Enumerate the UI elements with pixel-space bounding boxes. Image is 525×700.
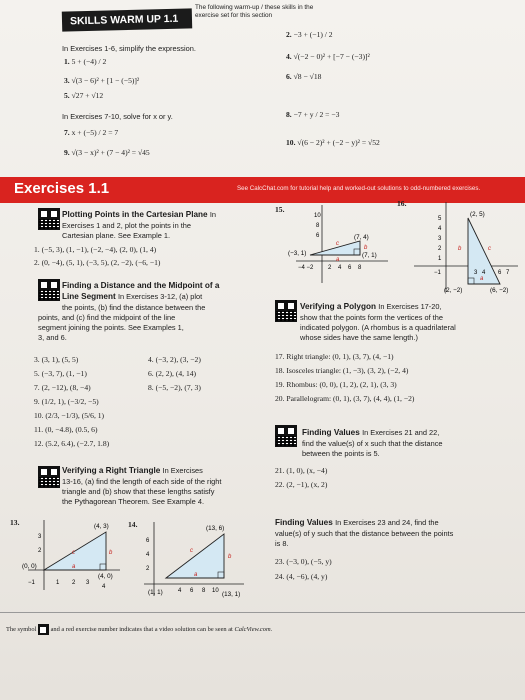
- exercise-20: 20. Parallelogram: (0, 1), (3, 7), (4, 4), (1, −2): [275, 394, 415, 403]
- warmup-item-8: 8. −7 + y / 2 = −3: [286, 110, 340, 119]
- svg-text:2: 2: [438, 246, 442, 252]
- svg-text:6: 6: [146, 538, 150, 544]
- video-qr-icon: [38, 624, 49, 635]
- warmup-item-2: 2. −3 + (−1) / 2: [286, 30, 333, 39]
- plotting-desc-3: Cartesian plane. See Example 1.: [62, 231, 171, 240]
- svg-text:a: a: [72, 564, 76, 570]
- plotting-desc-2: Exercises 1 and 2, plot the points in the: [62, 221, 192, 230]
- svg-text:(2, 5): (2, 5): [470, 211, 485, 218]
- exercise-17: 17. Right triangle: (0, 1), (3, 7), (4, −1): [275, 352, 394, 361]
- exercise-12: 12. (5.2, 6.4), (−2.7, 1.8): [34, 439, 110, 448]
- svg-text:8: 8: [316, 223, 320, 229]
- exercise-19: 19. Rhombus: (0, 0), (1, 2), (2, 1), (3, 3): [275, 380, 397, 389]
- right-triangle-desc-2: 13-16, (a) find the length of each side of the right: [62, 477, 222, 486]
- exercise-6: 6. (2, 2), (4, 14): [148, 369, 197, 378]
- svg-text:10: 10: [212, 588, 219, 594]
- graph-14-number: 14.: [128, 520, 138, 529]
- skills-warmup-title: [62, 8, 192, 31]
- svg-text:2: 2: [146, 566, 150, 572]
- graph-16-number: 16.: [397, 199, 407, 208]
- exercise-8: 8. (−5, −2), (7, 3): [148, 383, 201, 392]
- warmup-item-7: 7. x + (−5) / 2 = 7: [64, 128, 119, 137]
- warmup-item-3: 3. √(3 − 6)² + [1 − (−5)]²: [64, 76, 140, 85]
- graph-15: [288, 203, 392, 293]
- graph-13-pt-a: (4, 3): [94, 523, 109, 530]
- footer-note: The symbol and a red exercise number indicates that a video solution can be seen at CalcView.com.: [6, 624, 272, 635]
- svg-text:8: 8: [358, 265, 362, 271]
- svg-text:4: 4: [482, 270, 486, 276]
- exercise-3: 3. (3, 1), (5, 5): [34, 355, 79, 364]
- exercise-22: 22. (2, −1), (x, 2): [275, 480, 328, 489]
- svg-text:c: c: [488, 246, 491, 252]
- svg-text:6: 6: [348, 265, 352, 271]
- right-triangle-desc-3: triangle and (b) show that these lengths satisfy: [62, 487, 215, 496]
- svg-text:b: b: [458, 246, 462, 252]
- qr-code-icon[interactable]: [38, 208, 60, 230]
- svg-text:(7, 1): (7, 1): [362, 252, 377, 259]
- svg-text:4: 4: [338, 265, 342, 271]
- distance-header-2: Line Segment In Exercises 3-12, (a) plot: [62, 292, 203, 301]
- exercise-23: 23. (−3, 0), (−5, y): [275, 557, 332, 566]
- exercise-18: 18. Isosceles triangle: (1, −3), (3, 2), (−2, 4): [275, 366, 409, 375]
- svg-text:a: a: [336, 257, 340, 263]
- svg-text:(13, 1): (13, 1): [222, 591, 241, 598]
- plotting-header: Plotting Points in the Cartesian Plane In: [62, 210, 217, 219]
- polygon-desc-4: whose sides have the same length.): [300, 333, 418, 342]
- exercise-7: 7. (2, −12), (8, −4): [34, 383, 91, 392]
- svg-text:10: 10: [314, 213, 321, 219]
- svg-text:−1: −1: [434, 270, 441, 276]
- svg-text:b: b: [364, 245, 368, 251]
- svg-text:1: 1: [56, 580, 60, 586]
- values-x-desc-2: find the value(s) of x such that the distance: [302, 439, 443, 448]
- svg-text:2: 2: [72, 580, 76, 586]
- right-triangle-desc-4: the Pythagorean Theorem. See Example 4.: [62, 497, 205, 506]
- exercise-1: 1. (−5, 3), (1, −1), (−2, −4), (2, 0), (1, 4): [34, 245, 157, 254]
- svg-text:−4 −2: −4 −2: [298, 265, 314, 271]
- warmup-title-text: SKILLS WARM UP 1.1: [69, 12, 179, 28]
- warmup-item-1: 1. 5 + (−4) / 2: [64, 57, 107, 66]
- svg-text:2: 2: [38, 548, 42, 554]
- right-triangle-header: Verifying a Right Triangle In Exercises: [62, 466, 203, 475]
- warmup-item-9: 9. √(3 − x)² + (7 − 4)² = √45: [64, 148, 150, 157]
- svg-text:6: 6: [190, 588, 194, 594]
- svg-text:a: a: [194, 572, 198, 578]
- distance-desc-2: the points, (b) find the distance between the: [62, 303, 206, 312]
- values-y-desc-3: is 8.: [275, 539, 289, 548]
- distance-header: Finding a Distance and the Midpoint of a: [62, 281, 220, 290]
- polygon-desc-2: show that the points form the vertices of the: [300, 313, 443, 322]
- exercise-5: 5. (−3, 7), (1, −1): [34, 369, 87, 378]
- exercise-4: 4. (−3, 2), (3, −2): [148, 355, 201, 364]
- graph-14: [140, 520, 250, 602]
- warmup-item-6: 6. √8 − √18: [286, 72, 322, 81]
- svg-text:4: 4: [178, 588, 182, 594]
- svg-text:−1: −1: [28, 580, 35, 586]
- svg-text:3: 3: [38, 534, 42, 540]
- exercise-21: 21. (1, 0), (x, −4): [275, 466, 328, 475]
- footer-divider: [0, 612, 525, 613]
- distance-desc-5: 3, and 6.: [38, 333, 67, 342]
- svg-text:5: 5: [438, 216, 442, 222]
- graph-13-number: 13.: [10, 518, 20, 527]
- svg-text:b: b: [228, 554, 232, 560]
- svg-text:4: 4: [146, 552, 150, 558]
- svg-text:c: c: [190, 548, 193, 554]
- svg-text:3: 3: [474, 270, 478, 276]
- svg-text:6: 6: [316, 233, 320, 239]
- qr-code-icon[interactable]: [38, 279, 60, 301]
- graph-15-number: 15.: [275, 205, 285, 214]
- svg-text:c: c: [336, 241, 339, 247]
- svg-text:a: a: [480, 276, 484, 282]
- svg-text:8: 8: [202, 588, 206, 594]
- warmup-item-5: 5. √27 + √12: [64, 91, 104, 100]
- warmup-note: The following warm-up / these skills in the exercise set for this section: [195, 4, 314, 19]
- qr-code-icon[interactable]: [275, 300, 297, 322]
- svg-text:(13, 6): (13, 6): [206, 525, 225, 532]
- svg-text:(−3, 1): (−3, 1): [288, 250, 307, 257]
- svg-text:b: b: [109, 550, 113, 556]
- graph-13: [24, 518, 124, 598]
- svg-text:(2, −2): (2, −2): [444, 287, 463, 294]
- warmup-intro-7-10: In Exercises 7-10, solve for x or y.: [62, 112, 173, 121]
- exercise-2: 2. (0, −4), (5, 1), (−3, 5), (2, −2), (−6, −1): [34, 258, 161, 267]
- svg-text:6: 6: [498, 270, 502, 276]
- exercise-11: 11. (0, −4.8), (0.5, 6): [34, 425, 98, 434]
- qr-code-icon[interactable]: [275, 425, 297, 447]
- calcchat-link[interactable]: See CalcChat.com for tutorial help and worked-out solutions to odd-numbered exercises.: [237, 185, 481, 192]
- svg-text:(6, −2): (6, −2): [490, 287, 509, 294]
- svg-text:(1, 1): (1, 1): [148, 589, 163, 596]
- exercise-24: 24. (4, −6), (4, y): [275, 572, 328, 581]
- svg-text:7: 7: [506, 270, 510, 276]
- calcview-link[interactable]: CalcView.com.: [234, 625, 273, 633]
- graph-13-pt-c: (4, 0): [98, 573, 113, 580]
- exercise-10: 10. (2/3, −1/3), (5/6, 1): [34, 411, 105, 420]
- warmup-item-4: 4. √(−2 − 0)² + [−7 − (−3)]²: [286, 52, 370, 61]
- polygon-header: Verifying a Polygon In Exercises 17-20,: [300, 302, 442, 311]
- warmup-intro-1-6: In Exercises 1-6, simplify the expression.: [62, 44, 196, 53]
- qr-code-icon[interactable]: [38, 466, 60, 488]
- values-x-desc-3: between the points is 5.: [302, 449, 380, 458]
- svg-text:4: 4: [102, 584, 106, 590]
- polygon-desc-3: indicated polygon. (A rhombus is a quadrilateral: [300, 323, 456, 332]
- graph-13-pt-o: (0, 0): [22, 563, 37, 570]
- distance-desc-4: segment joining the points. See Examples 1,: [38, 323, 184, 332]
- svg-text:4: 4: [438, 226, 442, 232]
- svg-text:c: c: [72, 550, 75, 556]
- exercise-9: 9. (1/2, 1), (−3/2, −5): [34, 397, 99, 406]
- svg-text:2: 2: [328, 265, 332, 271]
- values-x-header: Finding Values In Exercises 21 and 22,: [302, 428, 440, 437]
- values-y-header: Finding Values In Exercises 23 and 24, find the: [275, 518, 439, 527]
- distance-desc-3: points, and (c) find the midpoint of the line: [38, 313, 176, 322]
- svg-text:3: 3: [86, 580, 90, 586]
- svg-text:1: 1: [438, 256, 442, 262]
- graph-16: [410, 200, 522, 296]
- exercises-title: Exercises 1.1: [14, 180, 110, 197]
- values-y-desc-2: value(s) of y such that the distance between the points: [275, 529, 454, 538]
- svg-text:3: 3: [438, 236, 442, 242]
- svg-text:(7, 4): (7, 4): [354, 234, 369, 241]
- warmup-item-10: 10. √(6 − 2)² + (−2 − y)² = √52: [286, 138, 380, 147]
